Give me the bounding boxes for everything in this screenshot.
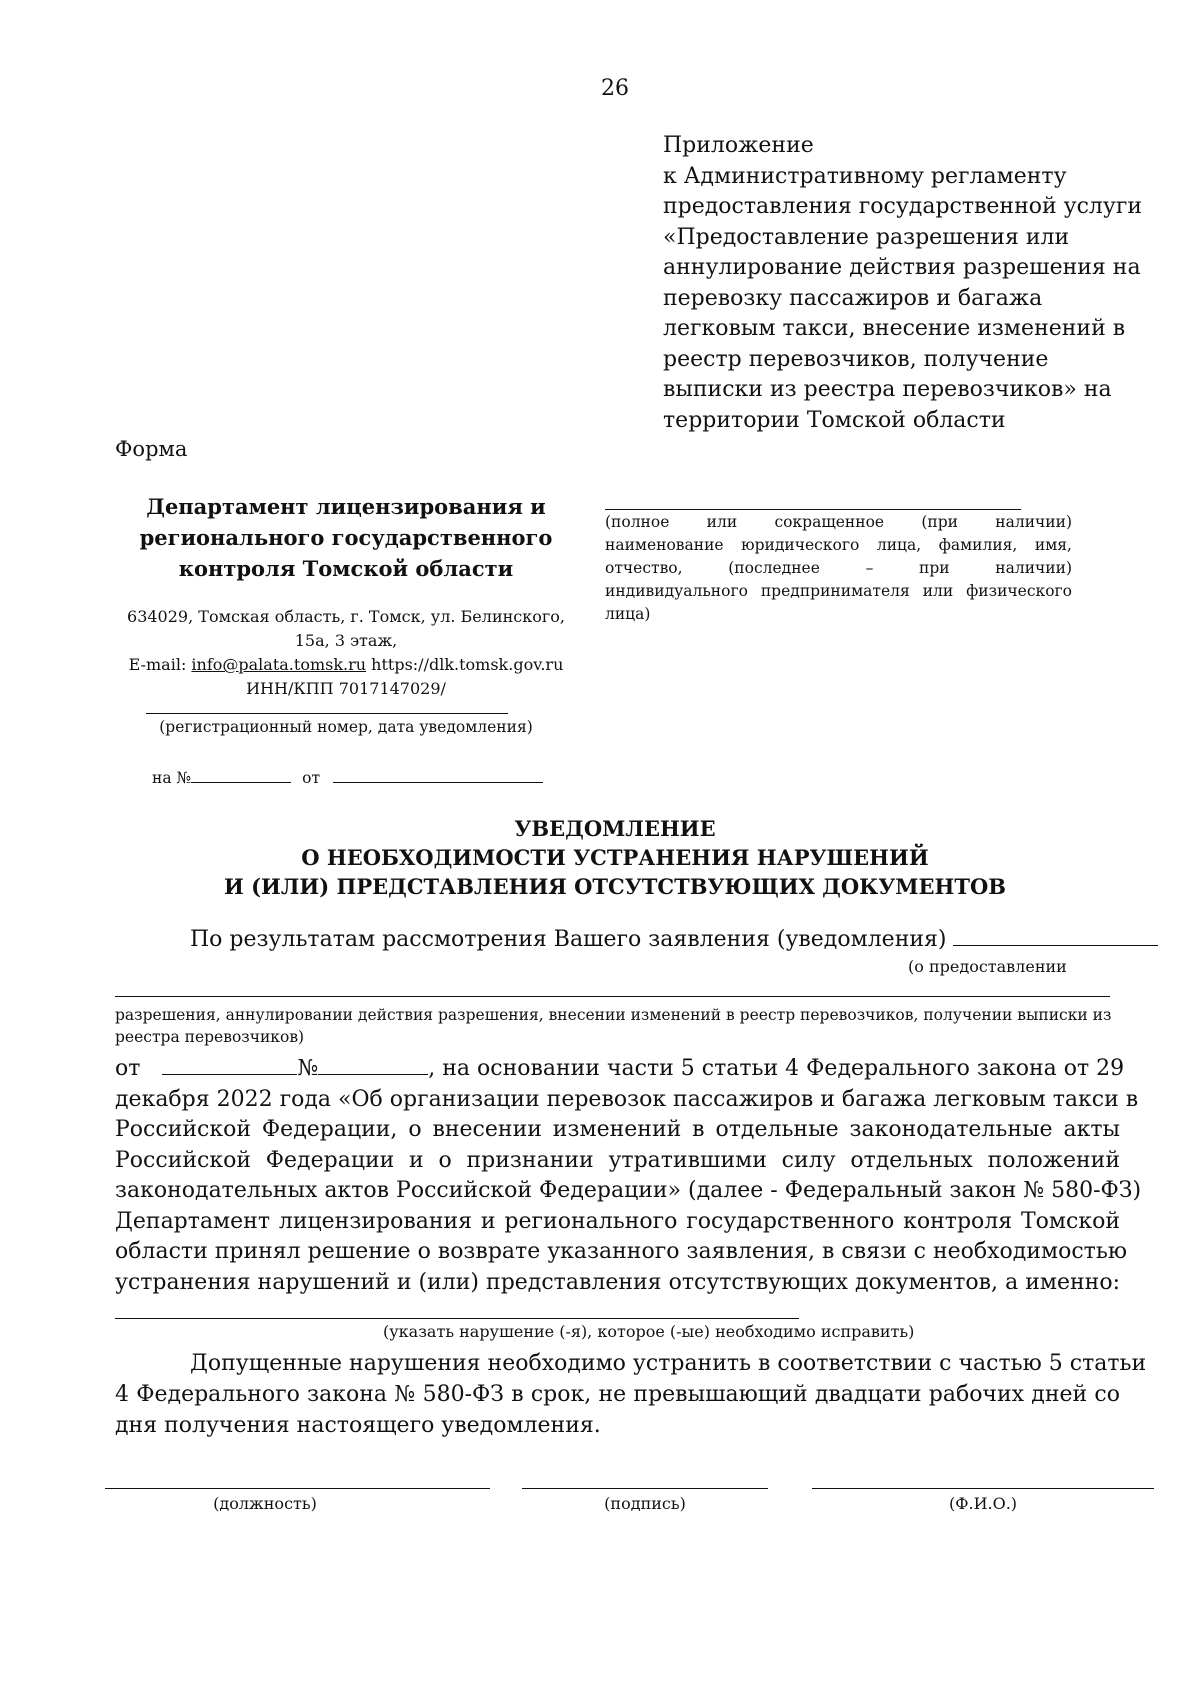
recipient-caption [605, 511, 1072, 626]
appendix-line: Приложение [663, 133, 814, 158]
recipient-caption-line: лица) [605, 605, 651, 623]
violation-caption: (указать нарушение (-я), которое (-ые) необходимо исправить) [383, 1322, 915, 1341]
violation-description-line[interactable] [115, 1318, 799, 1319]
body-line: декабря 2022 года «Об организации перевозок пассажиров и багажа легковым такси в [115, 1086, 1139, 1112]
recipient-name-line[interactable] [605, 509, 1021, 510]
body-line: устранения нарушений и (или) представления отсутствующих документов, а именно: [115, 1269, 1120, 1295]
na-number-field[interactable] [191, 766, 291, 783]
department-address [115, 605, 577, 701]
appendix-line: перевозку пассажиров и багажа [663, 285, 1043, 311]
title-line: О НЕОБХОДИМОСТИ УСТРАНЕНИЯ НАРУШЕНИЙ [301, 845, 929, 870]
email-link[interactable]: info@palata.tomsk.ru [191, 655, 367, 674]
appendix-line: легковым такси, внесение изменений в [663, 316, 1126, 341]
appendix-line: территории Томской области [663, 407, 1006, 433]
deadline-line: Допущенные нарушения необходимо устранить в соответствии с частью 5 статьи [190, 1351, 1147, 1376]
title-line: И (ИЛИ) ПРЕДСТАВЛЕНИЯ ОТСУТСТВУЮЩИХ ДОКУМЕНТОВ [223, 874, 1007, 899]
title-line: УВЕДОМЛЕНИЕ [514, 816, 716, 841]
application-type-field[interactable] [953, 925, 1158, 946]
department-line: регионального государственного [139, 525, 553, 550]
appendix-line: к Административному регламенту [663, 163, 1067, 189]
body-line1-rest: , на основании части 5 статьи 4 Федерального закона от 29 [428, 1056, 1125, 1081]
deadline-line: 4 Федерального закона № 580-ФЗ в срок, не превышающий двадцати рабочих дней со [115, 1382, 1120, 1407]
department-name [115, 491, 577, 584]
registration-caption: (регистрационный номер, дата уведомления) [159, 718, 533, 736]
intro-caption-start: (о предоставлении [908, 957, 1067, 976]
appendix-line: выписки из реестра перевозчиков» на [663, 377, 1112, 402]
appendix-line: аннулирование действия разрешения на [663, 255, 1141, 280]
intro-caption-rest: разрешения, аннулировании действия разрешения, внесении изменений в реестр перевозчиков, получении выписки из реестра перевозчиков) [115, 1006, 1112, 1046]
signature-caption: (подпись) [604, 1494, 686, 1513]
document-title [0, 814, 1200, 901]
deadline-paragraph [115, 1348, 1147, 1441]
department-line: Департамент лицензирования и [146, 494, 546, 519]
full-name-caption: (Ф.И.О.) [948, 1494, 1018, 1513]
appendix-header [663, 131, 1143, 436]
appendix-line: «Предоставление разрешения или [663, 224, 1070, 250]
application-date-field[interactable] [162, 1054, 297, 1075]
ot-label: от [302, 769, 321, 787]
body-ot-label: от [115, 1056, 141, 1081]
body-line-first [115, 1054, 1125, 1085]
intro-text: По результатам рассмотрения Вашего заявления (уведомления) [190, 927, 947, 952]
reference-row [152, 766, 543, 787]
address-line: 634029, Томская область, г. Томск, ул. Белинского, [127, 607, 565, 626]
body-num-label: № [297, 1056, 319, 1081]
recipient-caption-line: (полное или сокращенное (при наличии) [605, 513, 1072, 531]
deadline-line: дня получения настоящего уведомления. [115, 1413, 601, 1438]
body-line: области принял решение о возврате указанного заявления, в связи с необходимостью [115, 1239, 1127, 1264]
body-line: Департамент лицензирования и регионального государственного контроля Томской [115, 1208, 1120, 1234]
form-label: Форма [115, 437, 188, 461]
body-line: Российской Федерации, о внесении изменений в отдельные законодательные акты [115, 1117, 1120, 1142]
recipient-caption-line: индивидуального предпринимателя или физического [605, 582, 1072, 600]
website-link[interactable]: https://dlk.tomsk.gov.ru [371, 655, 564, 674]
intro-paragraph [190, 925, 1158, 952]
body-paragraph [115, 1054, 1142, 1298]
na-number-label: на № [152, 769, 192, 787]
contacts-line [115, 653, 577, 677]
appendix-line: реестр перевозчиков, получение [663, 346, 1049, 372]
registration-number-line[interactable] [146, 713, 508, 714]
department-line: контроля Томской области [178, 556, 514, 581]
page-number: 26 [601, 76, 629, 101]
position-line[interactable] [105, 1488, 490, 1489]
application-description-line[interactable] [115, 996, 1110, 997]
ot-date-field[interactable] [333, 766, 543, 783]
full-name-line[interactable] [812, 1488, 1154, 1489]
application-number-field[interactable] [318, 1054, 428, 1075]
address-line: 15а, 3 этаж, [294, 631, 398, 650]
email-label: E-mail: [128, 655, 192, 674]
inn-kpp: ИНН/КПП 7017147029/ [246, 679, 446, 698]
body-line: Российской Федерации и о признании утратившими силу отдельных положений [115, 1147, 1120, 1173]
body-line: законодательных актов Российской Федерации» (далее - Федеральный закон № 580-ФЗ) [115, 1178, 1142, 1203]
appendix-line: предоставления государственной услуги [663, 194, 1143, 219]
signature-line[interactable] [522, 1488, 768, 1489]
position-caption: (должность) [213, 1494, 317, 1513]
recipient-caption-line: наименование юридического лица, фамилия, имя, [605, 536, 1072, 554]
recipient-caption-line: отчество, (последнее – при наличии) [605, 559, 1072, 577]
